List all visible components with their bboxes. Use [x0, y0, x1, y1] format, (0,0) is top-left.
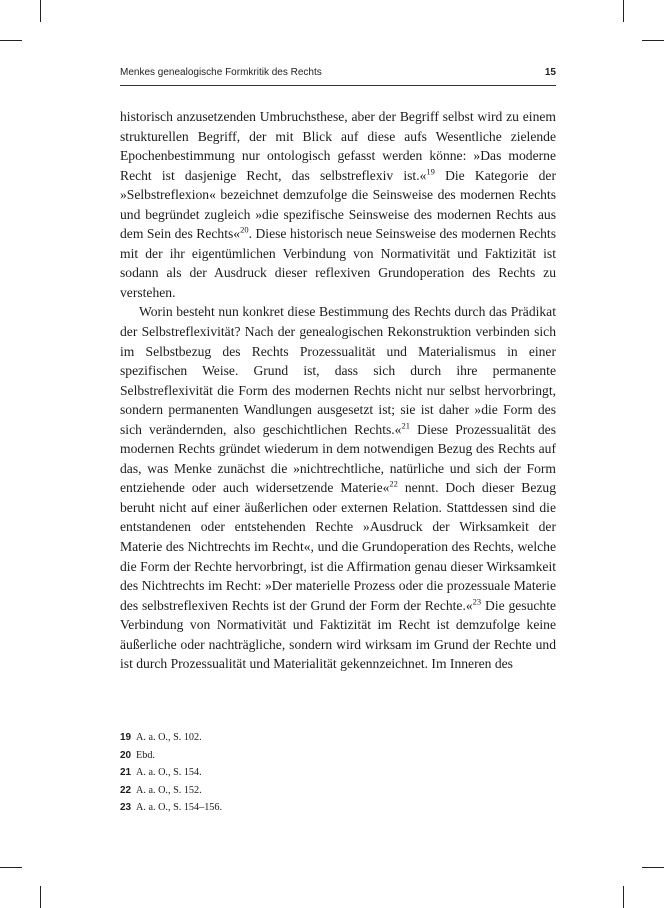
footnote-text: Ebd.: [136, 749, 155, 761]
footnote-text: A. a. O., S. 152.: [136, 784, 202, 796]
paragraph: [120, 302, 556, 673]
footnote-ref: 20: [240, 224, 249, 235]
paragraph: [120, 107, 556, 302]
text-run: Diese Prozessualität des modernen Rechts gründet wiederum in dem notwendigen Bezug des Rechts auf das, was Menke zunächst die »nichtrechtliche, natürliche und sich der Form entziehende oder auch widersetzende Materie«: [120, 421, 556, 496]
crop-mark-bottom-right: [623, 886, 624, 908]
footnote-ref: 22: [389, 478, 398, 489]
footnote-ref: 21: [401, 420, 410, 431]
footnote-number: 20: [120, 749, 132, 761]
footnote: [120, 799, 556, 817]
running-title: Menkes genealogische Formkritik des Rechts: [120, 67, 322, 78]
footnote-ref: 19: [426, 166, 435, 177]
header-rule: [120, 85, 556, 86]
crop-mark-bottom-left-h: [0, 867, 22, 868]
footnotes: [120, 729, 556, 817]
footnote: [120, 729, 556, 747]
page-number: 15: [544, 67, 556, 78]
footnote-ref: 23: [472, 596, 482, 607]
crop-mark-top-left-h: [0, 40, 22, 41]
footnote: [120, 764, 556, 782]
crop-mark-bottom-left: [40, 886, 41, 908]
footnote-number: 21: [120, 767, 132, 779]
crop-mark-bottom-right-h: [642, 867, 664, 868]
crop-mark-top-left: [40, 0, 41, 22]
footnote: [120, 747, 556, 765]
body-text: [120, 107, 556, 674]
text-run: Die Kategorie der »Selbstreflexion« bezeichnet demzufolge die Seinsweise des modernen Rechts und begründet zugleich »die spezifische Seinsweise des modernen Rechts aus dem Sein des Rechts«: [120, 167, 556, 242]
text-run: Worin besteht nun konkret diese Bestimmung des Rechts durch das Prädikat der Selbstreflexivität? Nach der genealogischen Rekonstruktion verbinden sich im Selbstbezug des Rechts Prozessualität und Materialismus in einer spezifischen Weise. Grund ist, dass sich durch ihre permanente Selbstreflexivität die Form des modernen Rechts nicht nur selbst hervorbringt, sondern permanenten Wandlungen ausgesetzt ist; sie ist daher »die Form des sich verändernden, also geschichtlichen Rechts.«: [120, 304, 556, 437]
footnote-text: A. a. O., S. 154.: [136, 767, 202, 779]
footnote-text: A. a. O., S. 154–156.: [136, 802, 223, 814]
footnote-text: A. a. O., S. 102.: [136, 732, 202, 743]
text-run: nennt. Doch dieser Bezug beruht nicht auf einer äußerlichen oder externen Relation. Stattdessen sind die entstandenen oder entstehenden Rechte »Ausdruck der Wirksamkeit der Materie des Nichtrechts im Recht«, und die Grundoperation des Rechts, welche die Form der Rechte hervorbringt, ist die Affirmation genau dieser Wirksamkeit des Nichtrechts im Recht: »Der materielle Prozess oder die prozessuale Materie des selbstreflexiven Rechts ist der Grund der Form der Rechte.«: [120, 480, 556, 613]
text-run: historisch anzusetzenden Umbruchsthese, aber der Begriff selbst wird zu einem strukturellen Begriff, der mit Blick auf diese aufs Wesentliche zielende Epochenbestimmung nur ontologisch gefasst werden könne: »Das moderne Recht ist dasjenige Recht, das selbstreflexiv ist.«: [120, 109, 556, 183]
footnote-number: 23: [120, 802, 132, 814]
text-run: . Diese historisch neue Seinsweise des modernen Rechts mit der ihr eigentümlichen Verbindung von Normativität und Faktizität ist sodann als der Ausdruck dieser reflexiven Grundoperation des Rechts zu verstehen.: [120, 226, 556, 300]
crop-mark-top-right: [623, 0, 624, 22]
footnote-number: 19: [120, 732, 132, 743]
footnote: [120, 782, 556, 800]
crop-mark-top-right-h: [642, 40, 664, 41]
footnote-number: 22: [120, 784, 132, 796]
text-run: Die gesuchte Verbindung von Normativität und Faktizität im Recht ist demzufolge keine äußerliche oder nachträgliche, sondern wird wirksam im Grund der Rechte und ist durch Prozessualität und Materialität gekennzeichnet. Im Inneren des: [120, 597, 557, 672]
